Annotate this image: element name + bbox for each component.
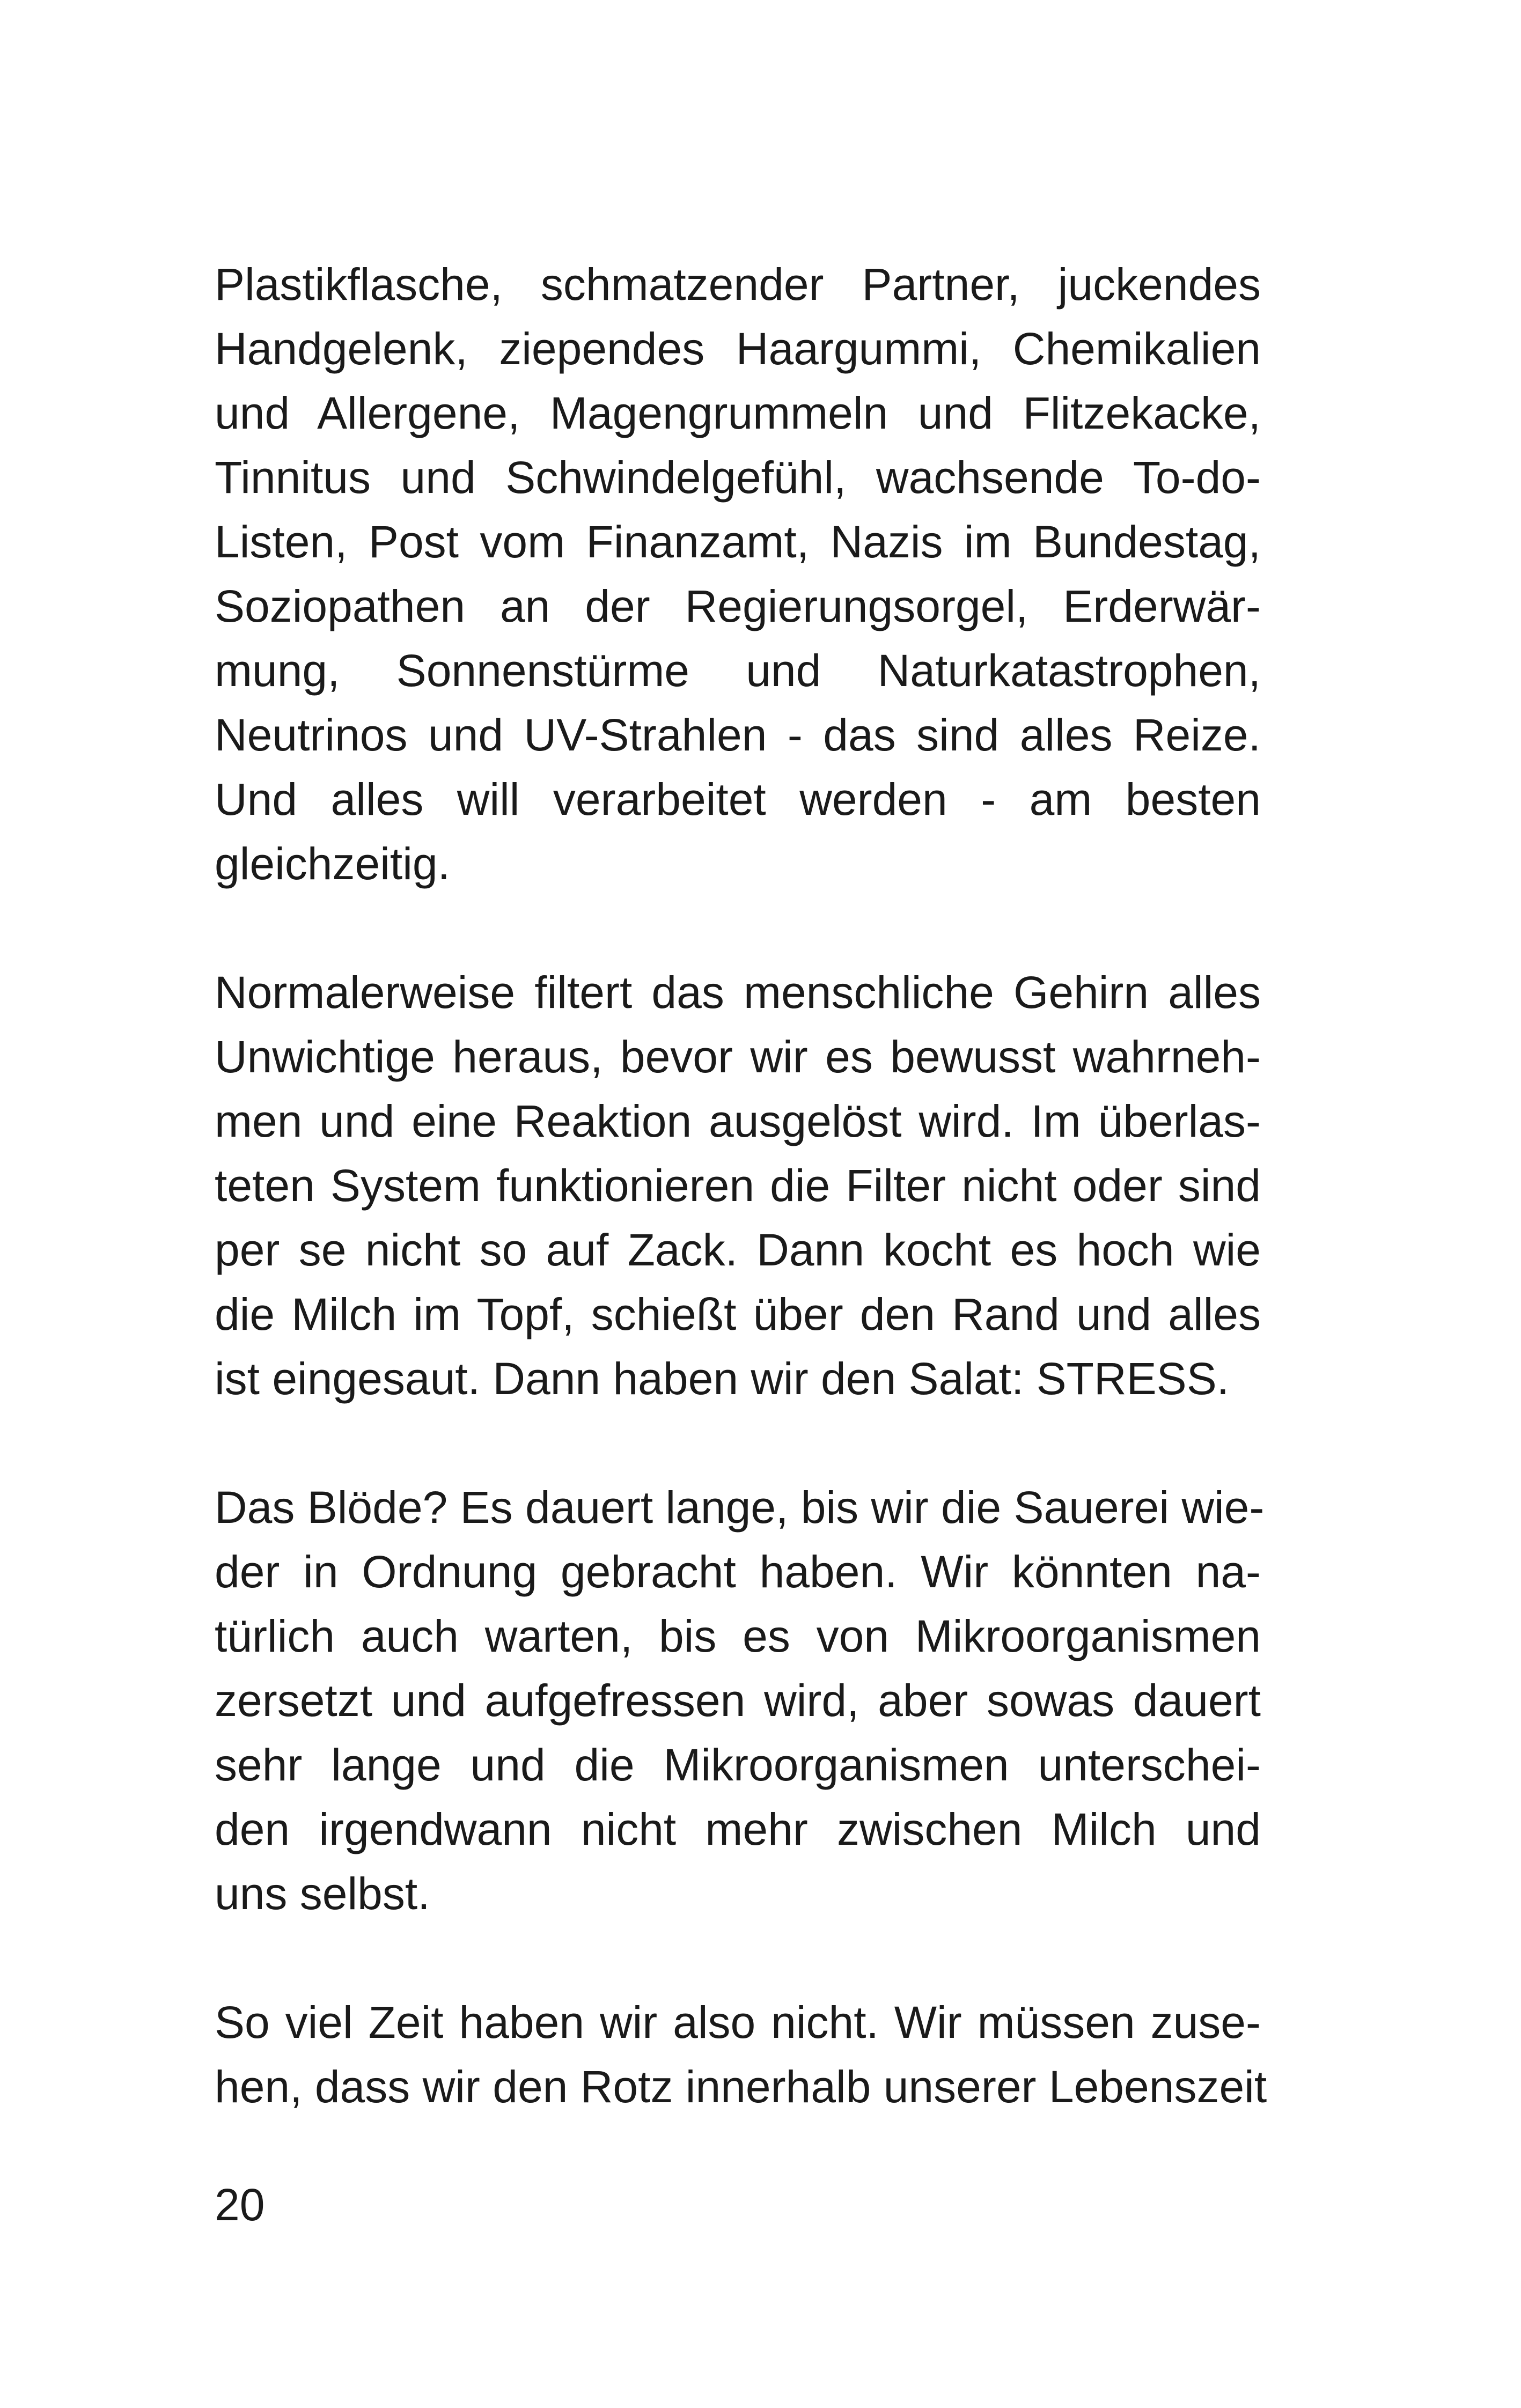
text-line: die Milch im Topf, schießt über den Rand und alles: [215, 1289, 1261, 1339]
text-line: türlich auch warten, bis es von Mikroorganismen: [215, 1611, 1261, 1661]
text-line: gleichzeitig.: [215, 838, 450, 889]
text-line: teten System funktionieren die Filter nicht oder sind: [215, 1160, 1261, 1211]
paragraph-1: [215, 252, 1261, 896]
text-line: Unwichtige heraus, bevor wir es bewusst wahrneh-: [215, 1032, 1261, 1082]
text-line: Und alles will verarbeitet werden - am besten: [215, 774, 1261, 824]
text-line: Normalerweise filtert das menschliche Gehirn alles: [215, 967, 1261, 1018]
text-line: men und eine Reaktion ausgelöst wird. Im überlas-: [215, 1096, 1261, 1146]
body-text: [215, 252, 1267, 2119]
text-line: der in Ordnung gebracht haben. Wir könnten na-: [215, 1547, 1261, 1597]
text-line: So viel Zeit haben wir also nicht. Wir müssen zuse-: [215, 1997, 1261, 2048]
text-line: hen, dass wir den Rotz innerhalb unserer Lebenszeit: [215, 2061, 1267, 2112]
page-number: 20: [215, 2179, 265, 2230]
paragraph-4: [215, 1990, 1267, 2119]
text-line: Handgelenk, ziependes Haargummi, Chemikalien: [215, 323, 1261, 374]
text-line: den irgendwann nicht mehr zwischen Milch und: [215, 1804, 1261, 1854]
text-line: per se nicht so auf Zack. Dann kocht es hoch wie: [215, 1225, 1261, 1275]
text-line: sehr lange und die Mikroorganismen unterschei-: [215, 1740, 1261, 1790]
text-line: Plastikflasche, schmatzender Partner, juckendes: [215, 259, 1261, 310]
text-line: Tinnitus und Schwindelgefühl, wachsende To-do-: [215, 452, 1261, 503]
text-line: und Allergene, Magengrummeln und Flitzekacke,: [215, 388, 1261, 438]
text-line: zersetzt und aufgefressen wird, aber sowas dauert: [215, 1675, 1261, 1726]
text-line: Das Blöde? Es dauert lange, bis wir die Sauerei wie-: [215, 1482, 1265, 1533]
text-line: Neutrinos und UV-Strahlen - das sind alles Reize.: [215, 710, 1261, 760]
paragraph-2: [215, 960, 1261, 1411]
text-line: uns selbst.: [215, 1868, 430, 1919]
text-line: ist eingesaut. Dann haben wir den Salat: STRESS.: [215, 1353, 1230, 1404]
text-line: mung, Sonnenstürme und Naturkatastrophen,: [215, 645, 1261, 696]
paragraph-3: [215, 1475, 1265, 1926]
text-line: Soziopathen an der Regierungsorgel, Erderwär-: [215, 581, 1261, 631]
text-line: Listen, Post vom Finanzamt, Nazis im Bundestag,: [215, 517, 1261, 567]
